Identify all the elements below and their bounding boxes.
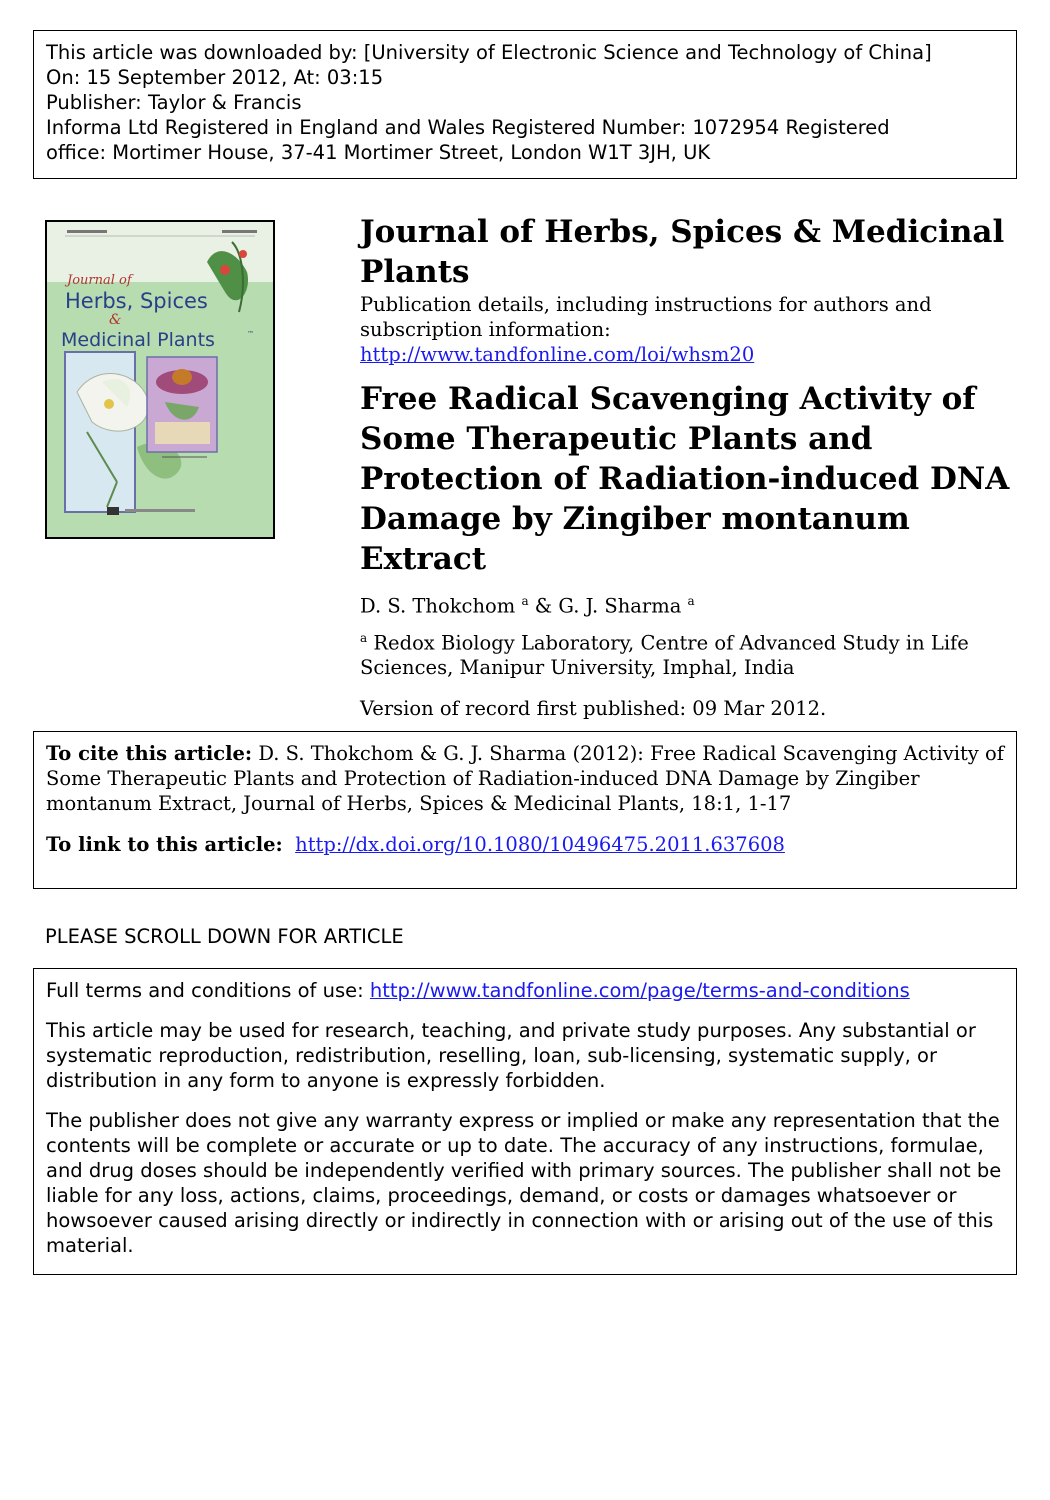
terms-line [46,978,1004,1003]
terms-paragraph-1: This article may be used for research, teaching, and private study purposes. Any substantial or systematic reproduction, redistribution, reselling, loan, sub-licensing, systematic supply, or distribution in any form to anyone is expressly forbidden. [46,1019,976,1092]
affiliation-text: Redox Biology Laboratory, Centre of Advanced Study in Life Sciences, Manipur University, Imphal, India [360,631,969,679]
cite-label: To cite this article: [46,742,253,765]
author-2: G. J. Sharma [558,594,682,618]
cite-paragraph [46,741,1004,816]
cover-title-line-2: Medicinal Plants [61,329,215,351]
author-separator: & [534,594,553,618]
cover-title-amp: & [109,312,122,328]
cover-artwork [47,222,273,537]
terms-link[interactable]: http://www.tandfonline.com/page/terms-and-conditions [369,979,910,1002]
terms-box [33,968,1017,1275]
article-title: Free Radical Scavenging Activity of Some Therapeutic Plants and Protection of Radiation-induced DNA Damage by Zingiber montanum Extract [360,381,1010,577]
publication-details [360,292,1010,367]
citation-box [33,731,1017,889]
journal-url-link[interactable]: http://www.tandfonline.com/loi/whsm20 [360,343,755,366]
download-line-5: office: Mortimer House, 37-41 Mortimer Street, London W1T 3JH, UK [46,141,711,164]
journal-cover-image [45,220,275,539]
download-line-1: This article was downloaded by: [University of Electronic Science and Technology of China] [46,41,932,64]
download-line-4: Informa Ltd Registered in England and Wales Registered Number: 1072954 Registered [46,116,890,139]
download-line-2: On: 15 September 2012, At: 03:15 [46,66,384,89]
version-of-record: Version of record first published: 09 Mar 2012. [360,697,827,720]
doi-link[interactable]: http://dx.doi.org/10.1080/10496475.2011.637608 [295,833,785,856]
journal-title: Journal of Herbs, Spices & Medicinal Plants [360,214,1005,290]
author-1-affil-mark: a [521,594,529,608]
affiliation [360,626,1010,681]
affiliation-mark: a [360,630,368,645]
cover-journal-word: Journal of [67,273,132,288]
author-1: D. S. Thokchom [360,594,516,618]
scroll-down-note: PLEASE SCROLL DOWN FOR ARTICLE [45,925,404,948]
cover-trademark: ™ [247,330,254,338]
article-info [360,212,1010,721]
link-paragraph [46,832,1004,857]
link-label: To link to this article: [46,833,283,856]
authors [360,589,1010,619]
terms-label: Full terms and conditions of use: [46,979,364,1002]
publication-details-line-1: Publication details, including instructions for authors and [360,293,932,316]
download-line-3: Publisher: Taylor & Francis [46,91,302,114]
author-2-affil-mark: a [687,594,695,608]
terms-paragraph-2: The publisher does not give any warranty express or implied or make any representation that the contents will be complete or accurate or up to date. The accuracy of any instructions, formulae, and drug doses should be independently verified with primary sources. The publisher shall not be liable for any loss, actions, claims, proceedings, demand, or costs or damages whatsoever or howsoever caused arising directly or indirectly in connection with or arising out of the use of this material. [46,1109,1002,1257]
download-notice [33,30,1017,179]
cover-title-line-1: Herbs, Spices [65,289,208,313]
publication-details-line-2: subscription information: [360,318,611,341]
cite-text: D. S. Thokchom & G. J. Sharma (2012): Free Radical Scavenging Activity of Some Therapeutic Plants and Protection of Radiation-induced DNA Damage by Zingiber montanum Extract, Journal of Herbs, Spices & Medicinal Plants, 18:1, 1-17 [46,742,1004,815]
